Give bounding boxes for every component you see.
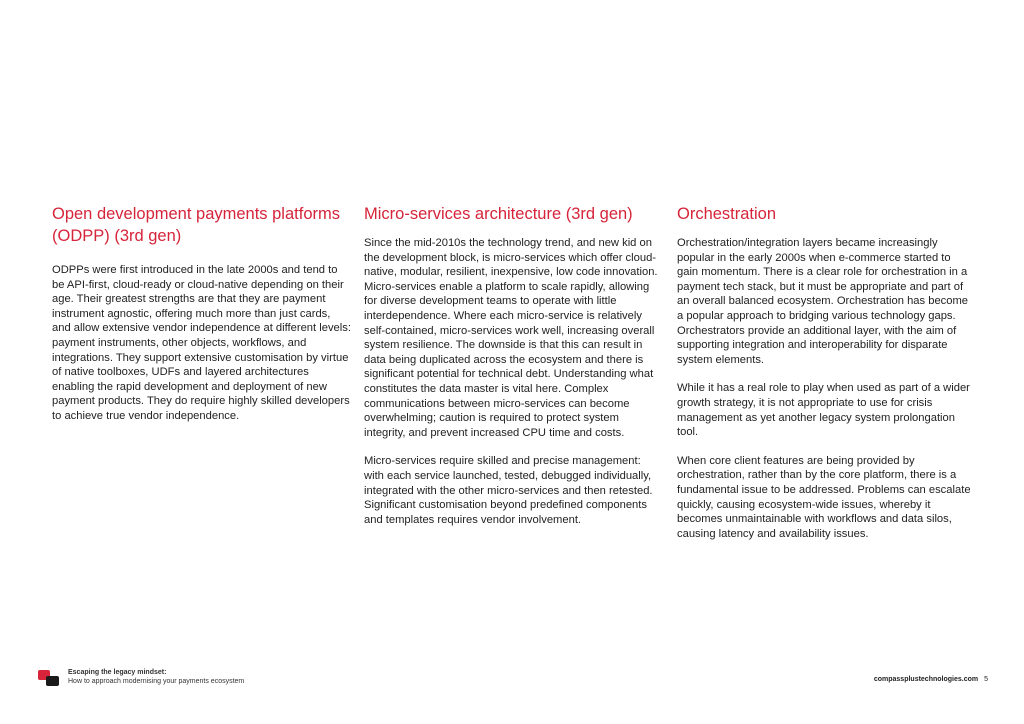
paragraph: Orchestration/integration layers became increasingly popular in the early 2000s when e-commerce started to gain momentum. There is a clear role for orchestration in a payment tech stack, but it must be appropriate and part of an overall balanced ecosystem. Orchestration has become a popular approach to bridging various technology gaps. Orchestrators provide an additional layer, with the aim of supporting integration and interoperability for disparate system elements. <box>677 237 969 366</box>
paragraph: ODPPs were first introduced in the late 2000s and tend to be API-first, cloud-ready or cloud-native depending on their age. Their greatest strengths are that they are payment instrument agnostic, offering much more than just cards, and allow extensive vendor independence at different levels: payment instruments, other objects, workflows, and integrations. They support extensive customisation by virtue of native toolboxes, UDFs and layered architectures enabling the rapid development and deployment of new payment products. They do require highly skilled developers to achieve true vendor independence. <box>52 264 351 422</box>
footer-title: Escaping the legacy mindset: <box>68 669 167 676</box>
paragraph: Micro-services require skilled and precise management: with each service launched, tested, debugged individually, integrated with the other micro-services and then retested. Significant customisation beyond predefined components and templates requires vendor involvement. <box>364 455 653 526</box>
column-micro-services <box>364 203 660 541</box>
column-orchestration <box>677 203 971 555</box>
website-link[interactable]: compassplustechnologies.com <box>873 676 979 683</box>
section-heading-orchestration: Orchestration <box>677 205 777 223</box>
section-heading-micro-services: Micro-services architecture (3rd gen) <box>364 205 633 223</box>
compass-plus-logo-icon <box>38 669 60 687</box>
paragraph: When core client features are being provided by orchestration, rather than by the core platform, there is a fundamental issue to be addressed. Problems can escalate quickly, causing ecosystem-wide issues, whereby it becomes unmaintainable with workflows and data silos, causing latency and availability issues. <box>677 454 971 540</box>
section-heading-odpp: Open development payments platforms (ODPP) (3rd gen) <box>52 205 340 245</box>
page-number: 5 <box>984 676 988 683</box>
footer-subtitle: How to approach modernising your payments ecosystem <box>68 677 245 685</box>
paragraph: Since the mid-2010s the technology trend, and new kid on the development block, is micro-services which offer cloud-native, modular, resilient, inexpensive, low code innovation. Micro-services enable a platform to scale rapidly, allowing for diverse development teams to operate with little interdependence. Where each micro-service is relatively self-contained, micro-services work well, increasing overall system resilience. The downside is that this can result in data being duplicated across the ecosystem and there is significant potential for technical debt. Understanding what constitutes the data master is vital here. Complex communications between micro-services can become overwhelming; caution is required to protect system integrity, and prevent increased CPU time and costs. <box>364 237 658 439</box>
footer-right <box>874 675 988 684</box>
footer-document-title <box>68 669 244 686</box>
column-odpp <box>52 203 352 438</box>
page-footer <box>38 668 988 690</box>
paragraph: While it has a real role to play when used as part of a wider growth strategy, it is not appropriate to use for crisis management as yet another legacy system prolongation tool. <box>677 382 970 439</box>
